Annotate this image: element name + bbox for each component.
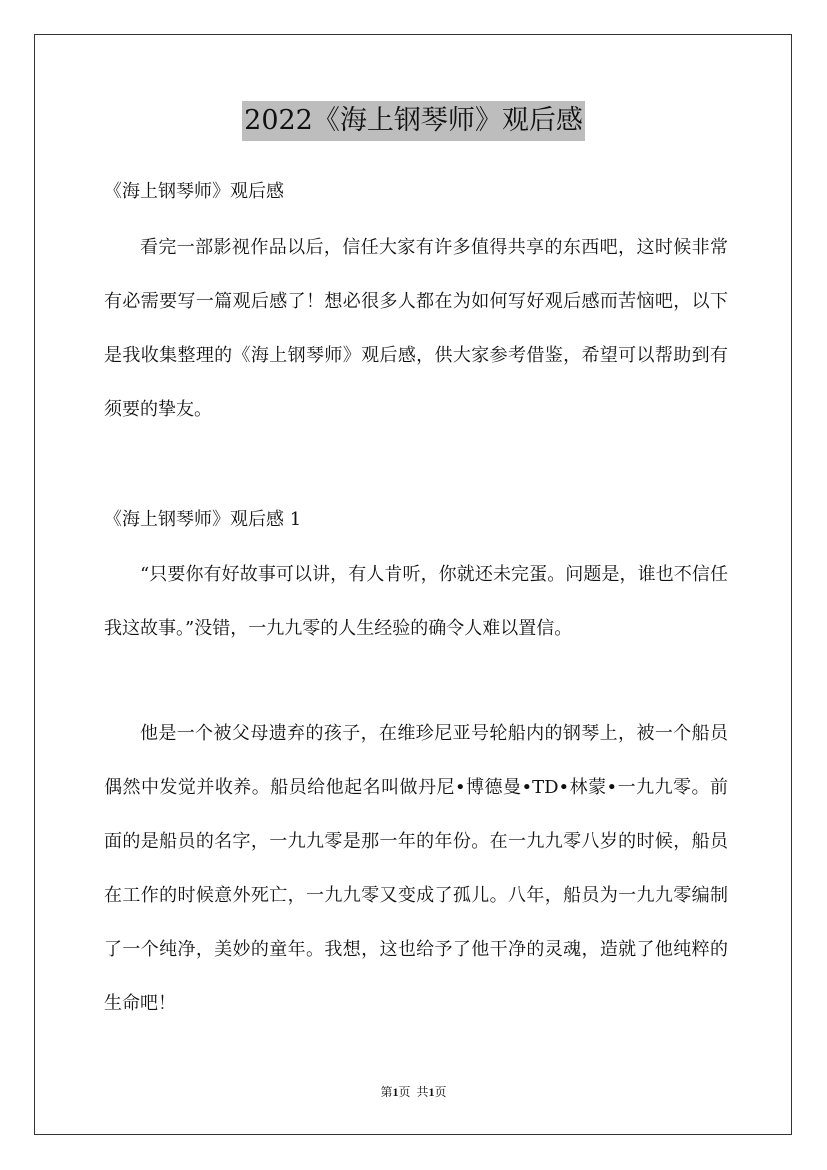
subheading-2: 《海上钢琴师》观后感 1 bbox=[104, 509, 302, 530]
subheading-1: 《海上钢琴师》观后感 bbox=[104, 181, 284, 202]
footer-page-suffix: 页 bbox=[434, 1085, 447, 1099]
intro-paragraph: 看完一部影视作品以后，信任大家有许多值得共享的东西吧，这时候非常有必需要写一篇观后感了！想必很多人都在为如何写好观后感而苦恼吧，以下是我收集整理的《海上钢琴师》观后感，供大家参考借鉴，希望可以帮助到有须要的挚友。 bbox=[104, 237, 728, 420]
body-paragraph-2: 他是一个被父母遗弃的孩子，在维珍尼亚号轮船内的钢琴上，被一个船员偶然中发觉并收养。船员给他起名叫做丹尼•博德曼•TD•林蒙•一九九零。前面的是船员的名字，一九九零是那一年的年份。在一九九零八岁的时候，船员在工作的时候意外死亡，一九九零又变成了孤儿。八年，船员为一九九零编制了一个纯净，美妙的童年。我想，这也给予了他干净的灵魂，造就了他纯粹的生命吧！ bbox=[104, 723, 728, 1014]
title-wrap bbox=[0, 101, 827, 141]
footer-page-prefix: 第 bbox=[380, 1085, 393, 1099]
body-paragraph-1: “只要你有好故事可以讲，有人肯听，你就还未完蛋。问题是，谁也不信任我这故事。”没错，一九九零的人生经验的确令人难以置信。 bbox=[104, 564, 728, 639]
footer-page-total: 1 bbox=[428, 1085, 435, 1099]
page-footer bbox=[0, 1083, 827, 1100]
document-title: 2022《海上钢琴师》观后感 bbox=[242, 101, 585, 141]
footer-page-mid: 页 共 bbox=[398, 1085, 429, 1099]
footer-page-current: 1 bbox=[392, 1085, 399, 1099]
